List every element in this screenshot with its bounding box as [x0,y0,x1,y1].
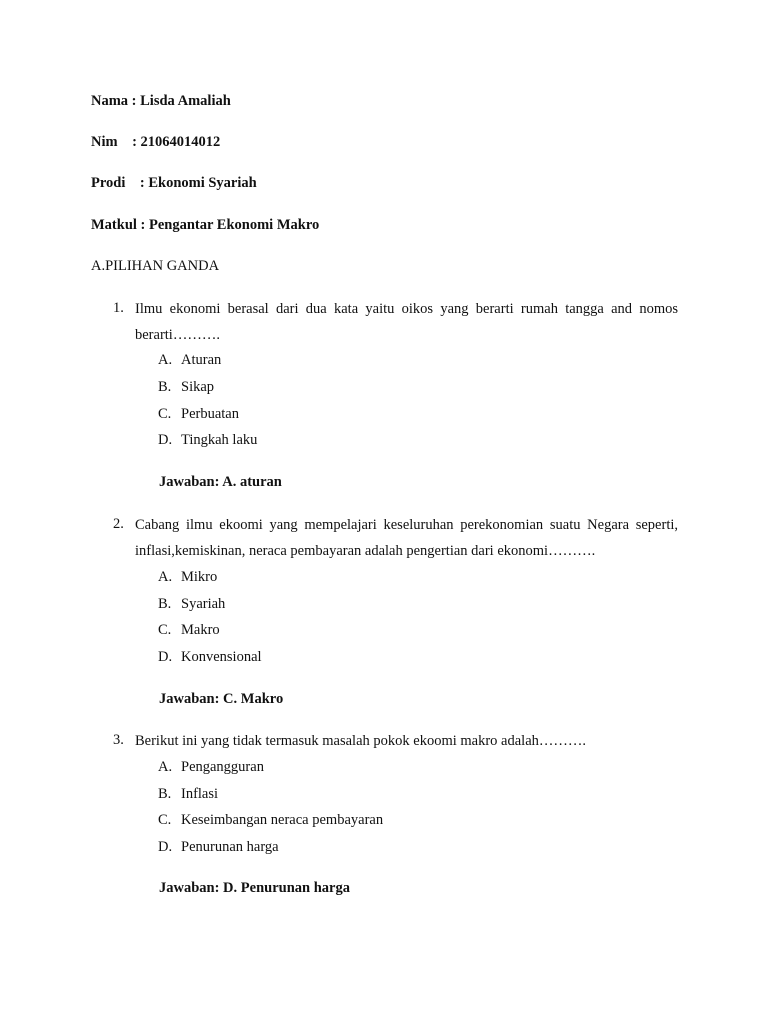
option-b [158,379,214,396]
question-3 [113,728,678,754]
option-d [158,839,279,856]
answer-2: Jawaban: C. Makro [159,691,284,707]
student-nim: Nim : 21064014012 [91,134,221,150]
option-a [158,569,217,586]
option-letter: D. [158,432,173,448]
question-text: Ilmu ekonomi berasal dari dua kata yaitu oikos yang berarti rumah tangga and nomos berarti………. [135,301,678,343]
section-title: A.PILIHAN GANDA [91,258,220,274]
option-text: Inflasi [181,786,219,802]
option-letter: C. [158,622,172,638]
question-text: Cabang ilmu ekoomi yang mempelajari keseluruhan perekonomian suatu Negara seperti, inflasi,kemiskinan, neraca pembayaran adalah pengertian dari ekonomi………. [135,517,678,559]
option-d [158,649,262,666]
option-a [158,759,264,776]
option-letter: B. [158,379,172,395]
option-text: Konvensional [181,649,262,665]
course-name: Matkul : Pengantar Ekonomi Makro [91,217,320,233]
option-c [158,622,220,639]
option-letter: C. [158,812,172,828]
option-letter: B. [158,596,172,612]
option-c [158,812,383,829]
option-text: Pengangguran [181,759,264,775]
option-text: Makro [181,622,220,638]
answer-1: Jawaban: A. aturan [159,474,282,490]
question-number: 1. [113,300,124,316]
student-name: Nama : Lisda Amaliah [91,93,231,109]
option-text: Syariah [181,596,226,612]
option-text: Mikro [181,569,218,585]
option-text: Penurunan harga [181,839,279,855]
option-c [158,406,239,423]
question-text: Berikut ini yang tidak termasuk masalah pokok ekoomi makro adalah………. [135,733,587,749]
option-b [158,596,225,613]
option-text: Tingkah laku [181,432,258,448]
question-1 [113,296,678,348]
option-text: Aturan [181,352,222,368]
option-letter: A. [158,569,173,585]
option-letter: B. [158,786,172,802]
option-letter: D. [158,839,173,855]
option-letter: D. [158,649,173,665]
option-a [158,352,221,369]
option-text: Sikap [181,379,215,395]
option-d [158,432,257,449]
option-text: Perbuatan [181,406,239,422]
question-2 [113,512,678,564]
option-text: Keseimbangan neraca pembayaran [181,812,384,828]
question-number: 2. [113,516,124,532]
study-program: Prodi : Ekonomi Syariah [91,175,257,191]
option-letter: C. [158,406,172,422]
question-number: 3. [113,732,124,748]
option-letter: A. [158,759,173,775]
option-letter: A. [158,352,173,368]
answer-3: Jawaban: D. Penurunan harga [159,880,350,896]
option-b [158,786,218,803]
